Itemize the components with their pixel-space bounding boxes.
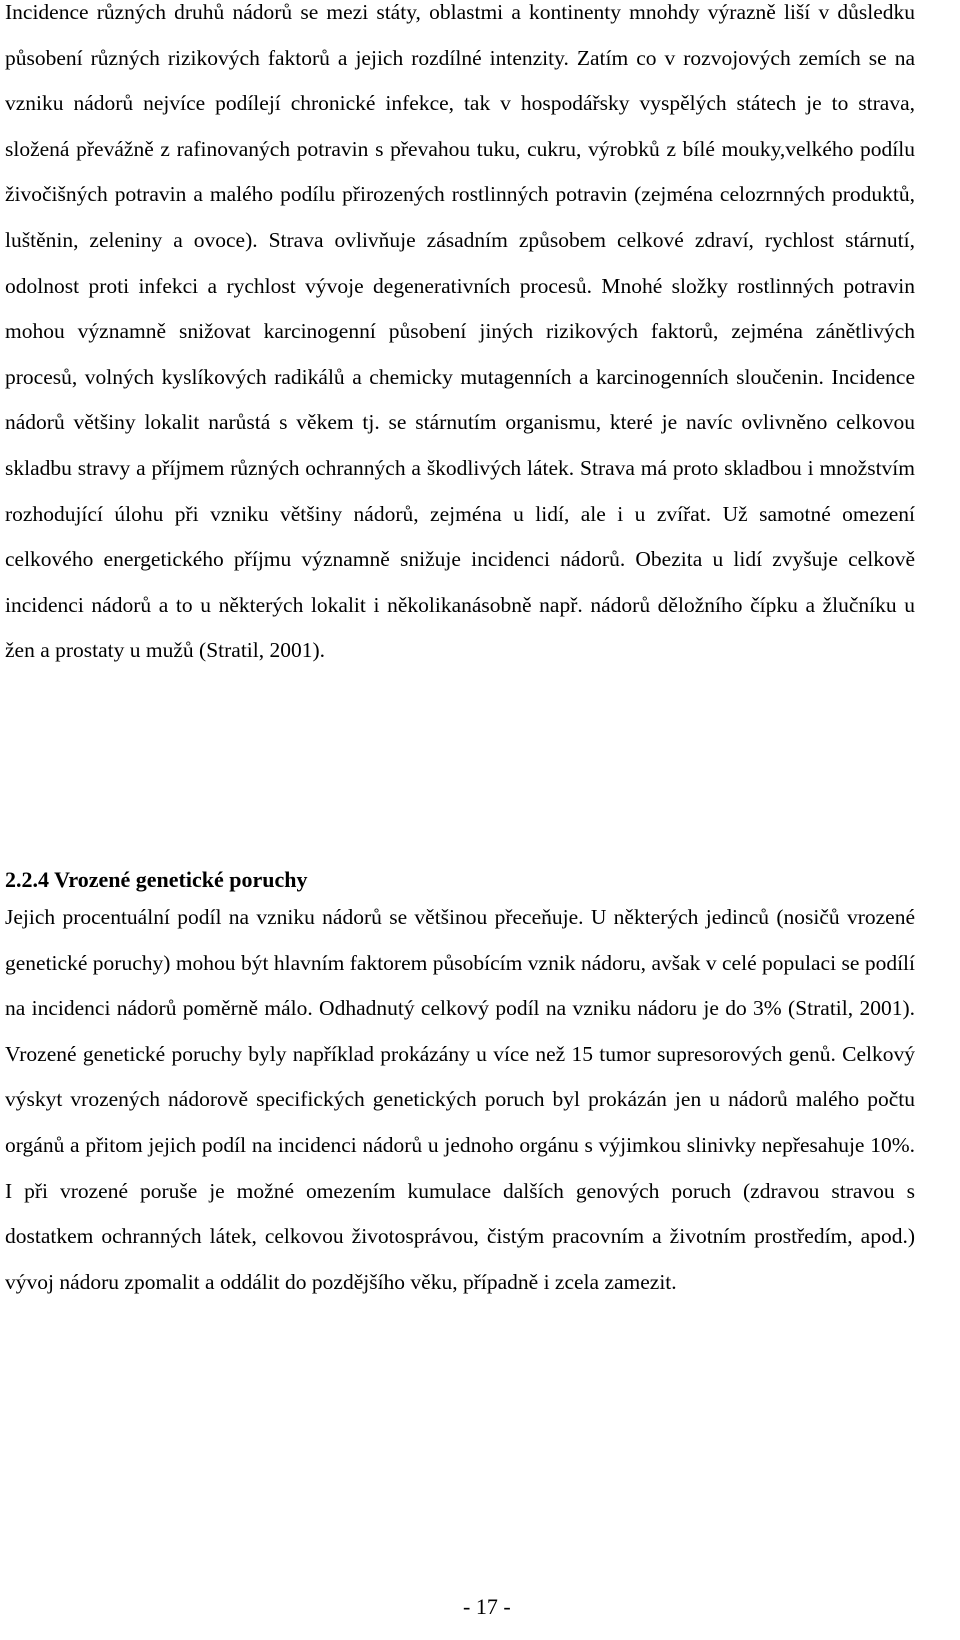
page-number: - 17 -: [463, 1594, 511, 1619]
paragraph-diet-and-cancer-incidence: Incidence různých druhů nádorů se mezi státy, oblastmi a kontinenty mnohdy výrazně liší v důsledku působení různých rizikových faktorů a jejich rozdílné intenzity. Zatím co v rozvojových zemích se na vzniku nádorů nejvíce podílejí chronické infekce, tak v hospodářsky vyspělých státech je to strava, složená převážně z rafinovaných potravin s převahou tuku, cukru, výrobků z bílé mouky,velkého podílu živočišných potravin a malého podílu přirozených rostlinných potravin (zejména celozrnných produktů, luštěnin, zeleniny a ovoce). Strava ovlivňuje zásadním způsobem celkové zdraví, rychlost stárnutí, odolnost proti infekci a rychlost vývoje degenerativních procesů. Mnohé složky rostlinných potravin mohou významně snižovat karcinogenní působení jiných rizikových faktorů, zejména zánětlivých procesů, volných kyslíkových radikálů a chemicky mutagenních a karcinogenních sloučenin. Incidence nádorů většiny lokalit narůstá s věkem tj. se stárnutím organismu, které je navíc ovlivněno celkovou skladbu stravy a příjmem různých ochranných a škodlivých látek. Strava má proto skladbou i množstvím rozhodující úlohu při vzniku většiny nádorů, zejména u lidí, ale i u zvířat. Už samotné omezení celkového energetického příjmu významně snižuje incidenci nádorů. Obezita u lidí zvyšuje celkově incidenci nádorů a to u některých lokalit i několikanásobně např. nádorů děložního čípku a žlučníku u žen a prostaty u mužů (Stratil, 2001).: [5, 0, 915, 663]
paragraph-congenital-genetic-disorders: Jejich procentuální podíl na vzniku nádorů se většinou přeceňuje. U některých jedinců (nosičů vrozené genetické poruchy) mohou být hlavním faktorem působícím vznik nádoru, avšak v celé populaci se podílí na incidenci nádorů poměrně málo. Odhadnutý celkový podíl na vzniku nádoru je do 3% (Stratil, 2001). Vrozené genetické poruchy byly například prokázány u více než 15 tumor supresorových genů. Celkový výskyt vrozených nádorově specifických genetických poruch byl prokázán jen u nádorů malého počtu orgánů a přitom jejich podíl na incidenci nádorů u jednoho orgánu s výjimkou slinivky nepřesahuje 10%. I při vrozené poruše je možné omezením kumulace dalších genových poruch (zdravou stravou s dostatkem ochranných látek, celkovou životosprávou, čistým pracovním a životním prostředím, apod.) vývoj nádoru zpomalit a oddálit do pozdějšího věku, případně i zcela zamezit.: [5, 905, 915, 1294]
section-heading-congenital-genetic-disorders: 2.2.4 Vrozené genetické poruchy: [5, 867, 308, 892]
document-page: [5, 0, 915, 1294]
